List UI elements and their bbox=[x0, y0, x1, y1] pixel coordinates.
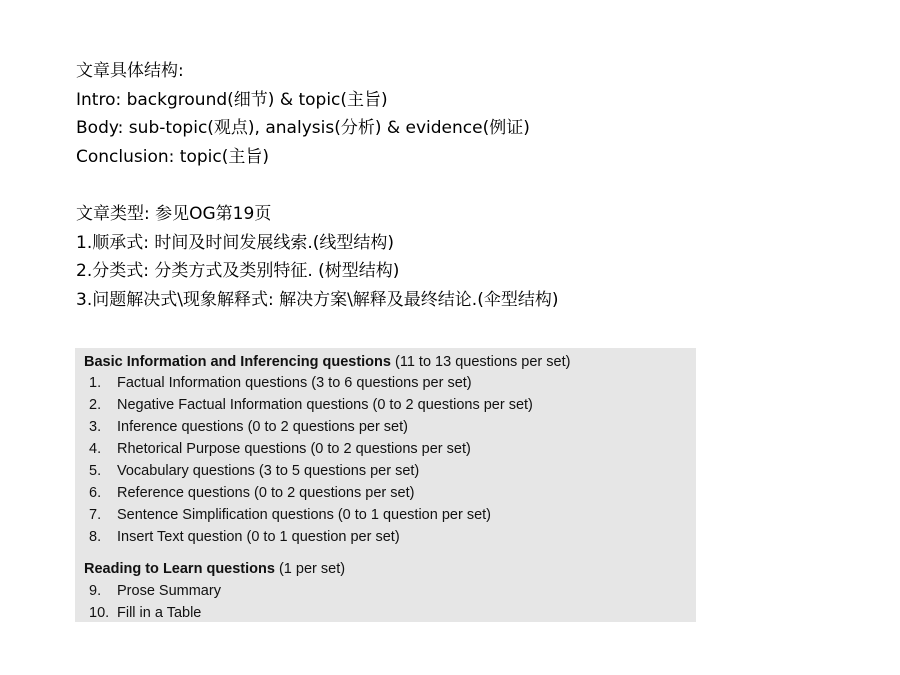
item-number: 9. bbox=[89, 583, 102, 599]
item-text: Insert Text question (0 to 1 question per set) bbox=[117, 529, 400, 545]
list-item bbox=[89, 441, 471, 457]
list-item bbox=[89, 529, 400, 545]
list-item bbox=[89, 583, 221, 599]
item-text: Negative Factual Information questions (0 to 2 questions per set) bbox=[117, 397, 533, 413]
list-item bbox=[89, 485, 414, 501]
item-text: Inference questions (0 to 2 questions per set) bbox=[117, 419, 408, 435]
structure-line-body: Body: sub-topic(观点), analysis(分析) & evidence(例证) bbox=[76, 118, 530, 139]
item-text: Factual Information questions (3 to 6 questions per set) bbox=[117, 375, 472, 391]
item-number: 5. bbox=[89, 463, 102, 479]
section1-title: Basic Information and Inferencing questions bbox=[84, 354, 391, 370]
structure-line-conclusion: Conclusion: topic(主旨) bbox=[76, 147, 269, 168]
list-item bbox=[89, 397, 533, 413]
list-item bbox=[89, 419, 408, 435]
structure-line-intro: Intro: background(细节) & topic(主旨) bbox=[76, 89, 388, 110]
section1-heading bbox=[84, 354, 570, 370]
item-text: Sentence Simplification questions (0 to 1 question per set) bbox=[117, 507, 491, 523]
types-line-3: 3.问题解决式\现象解释式: 解决方案\解释及最终结论.(伞型结构) bbox=[76, 290, 559, 311]
item-number: 1. bbox=[89, 375, 102, 391]
list-item bbox=[89, 375, 472, 391]
item-number: 10. bbox=[89, 605, 110, 621]
item-text: Vocabulary questions (3 to 5 questions per set) bbox=[117, 463, 420, 479]
item-text: Fill in a Table bbox=[117, 605, 202, 621]
item-number: 6. bbox=[89, 485, 102, 501]
item-text: Rhetorical Purpose questions (0 to 2 questions per set) bbox=[117, 441, 471, 457]
section1-note: (11 to 13 questions per set) bbox=[395, 354, 571, 370]
item-number: 8. bbox=[89, 529, 102, 545]
article-structure-section bbox=[76, 57, 530, 172]
section2-note: (1 per set) bbox=[278, 561, 346, 577]
item-number: 3. bbox=[89, 419, 102, 435]
section2-heading bbox=[84, 561, 345, 577]
types-heading: 文章类型: 参见OG第19页 bbox=[76, 204, 272, 224]
types-line-1: 1.顺承式: 时间及时间发展线索.(线型结构) bbox=[76, 232, 395, 253]
item-number: 4. bbox=[89, 441, 102, 457]
list-item bbox=[89, 605, 201, 621]
section2-title: Reading to Learn questions bbox=[84, 561, 275, 577]
item-text: Prose Summary bbox=[117, 583, 221, 599]
list-item bbox=[89, 463, 419, 479]
item-number: 2. bbox=[89, 397, 102, 413]
list-item bbox=[89, 507, 491, 523]
types-line-2: 2.分类式: 分类方式及类别特征. (树型结构) bbox=[76, 261, 400, 282]
item-number: 7. bbox=[89, 507, 102, 523]
article-types-section bbox=[76, 200, 558, 315]
og-question-types-box bbox=[75, 348, 696, 622]
structure-heading: 文章具体结构: bbox=[76, 61, 184, 81]
item-text: Reference questions (0 to 2 questions per set) bbox=[117, 485, 415, 501]
